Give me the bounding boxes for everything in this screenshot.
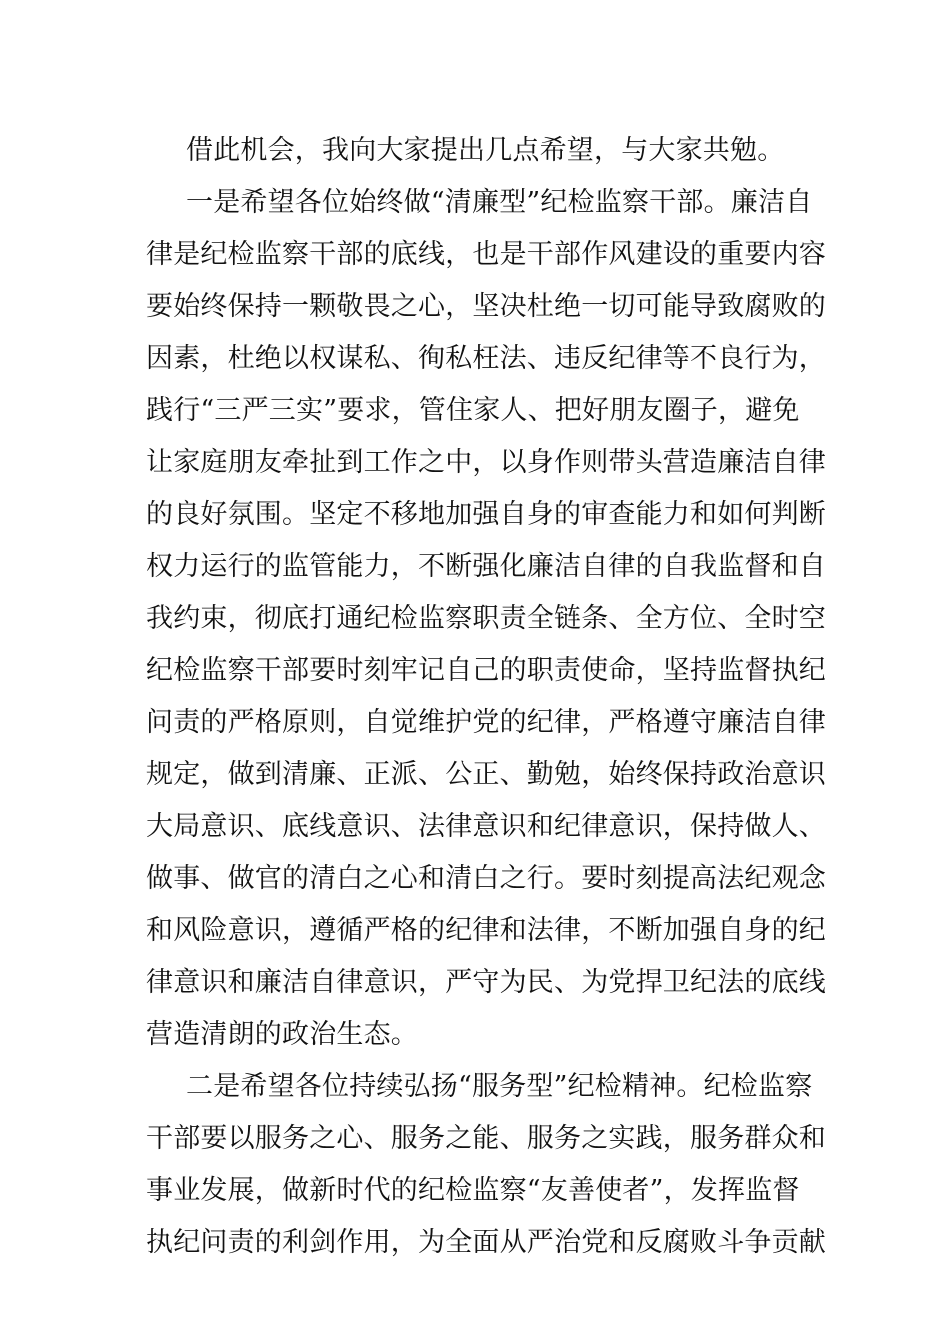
paragraph-two-line: 干部要以服务之心、服务之能、服务之实践，服务群众和	[146, 1123, 826, 1154]
paragraph-one-line: 营造清朗的政治生态。	[146, 1019, 418, 1050]
paragraph-one-line: 律是纪检监察干部的底线，也是干部作风建设的重要内容	[146, 239, 826, 270]
paragraph-one-line: 和风险意识，遵循严格的纪律和法律，不断加强自身的纪	[146, 915, 826, 946]
paragraph-one-line: 做事、做官的清白之心和清白之行。要时刻提高法纪观念	[146, 863, 826, 894]
body-text	[146, 125, 826, 1269]
paragraph-one-line: 规定，做到清廉、正派、公正、勤勉，始终保持政治意识	[146, 759, 826, 790]
paragraph-two-line: 二是希望各位持续弘扬“服务型”纪检精神。纪检监察	[186, 1071, 813, 1102]
paragraph-two-line: 事业发展，做新时代的纪检监察“友善使者”，发挥监督	[146, 1175, 800, 1206]
paragraph-one-line: 大局意识、底线意识、法律意识和纪律意识，保持做人、	[146, 811, 826, 842]
paragraph-one-line: 践行“三严三实”要求，管住家人、把好朋友圈子，避免	[146, 395, 800, 426]
paragraph-one-line: 律意识和廉洁自律意识，严守为民、为党捍卫纪法的底线	[146, 967, 826, 998]
paragraph-one-line: 我约束，彻底打通纪检监察职责全链条、全方位、全时空	[146, 603, 826, 634]
paragraph-one-line: 让家庭朋友牵扯到工作之中，以身作则带头营造廉洁自律	[146, 447, 826, 478]
paragraph-intro-line: 借此机会，我向大家提出几点希望，与大家共勉。	[186, 135, 785, 166]
paragraph-one-line: 因素，杜绝以权谋私、徇私枉法、违反纪律等不良行为，	[146, 343, 826, 374]
paragraph-one-line: 权力运行的监管能力，不断强化廉洁自律的自我监督和自	[146, 551, 826, 582]
paragraph-one-line: 要始终保持一颗敬畏之心，坚决杜绝一切可能导致腐败的	[146, 291, 826, 322]
paragraph-one-line: 一是希望各位始终做“清廉型”纪检监察干部。廉洁自	[186, 187, 813, 218]
paragraph-two-line: 执纪问责的利剑作用，为全面从严治党和反腐败斗争贡献	[146, 1227, 826, 1258]
paragraph-one-line: 的良好氛围。坚定不移地加强自身的审查能力和如何判断	[146, 499, 826, 530]
paragraph-one-line: 纪检监察干部要时刻牢记自己的职责使命，坚持监督执纪	[146, 655, 826, 686]
paragraph-one-line: 问责的严格原则，自觉维护党的纪律，严格遵守廉洁自律	[146, 707, 826, 738]
